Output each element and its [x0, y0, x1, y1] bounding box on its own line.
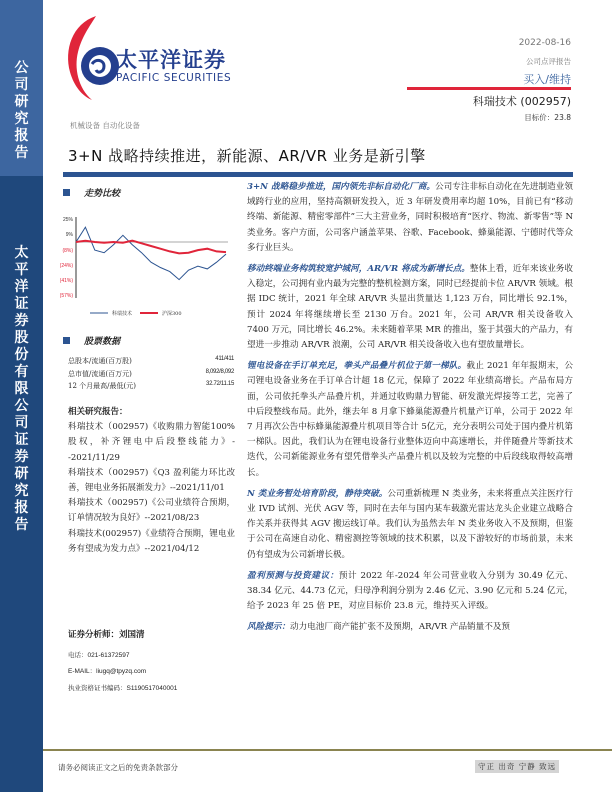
analyst-license: 执业资格证书编码：S1190517040001 — [68, 685, 178, 692]
report-body — [247, 180, 573, 642]
stock-data-row: 总市值/流通(百万元) 8,092/8,092 — [68, 368, 234, 378]
industry-tags: 机械设备 自动化设备 — [70, 121, 140, 130]
related-report-item: 科瑞技术（002957)《公司业绩符合预期，订单情况较为良好》--2021/08/23 — [68, 498, 235, 524]
logo-chinese-name: 太平洋证券 — [116, 48, 226, 72]
analyst-phone: 电话：021-61372597 — [68, 652, 130, 659]
header-red-divider — [407, 87, 571, 90]
report-type: 公司点评报告 — [526, 57, 571, 66]
analyst-email[interactable]: E-MAIL：liugq@tpyzq.com — [68, 668, 147, 675]
body-paragraph: 3+N 战略稳步推进，国内领先非标自动化厂商。公司专注非标自动化在先进制造业领域跨行业的应用，坚持高额研发投入，近 3 年研发费用率均超 10%，目前已有“移动终端、新能源、精密零部件”三大主营业务，同时积极培育“医疗、物流、新零售”等 N 类业务。客户方面，公司客户涵盖苹果、谷歌、Facebook、蜂巢能源、宁德时代等众多行业巨头。 — [247, 182, 573, 253]
footer-motto: 守正 出奇 宁静 致远 — [475, 760, 559, 773]
body-paragraph: 移动终端业务构筑较宽护城河，AR/VR 将成为新增长点。整体上看，近年来该业务收入稳定，公司拥有业内最为完整的整机检测方案，同时已经提前卡位 AR/VR 领域。根据 IDC 统计，2021 年全球 AR/VR 头显出货量达 1,123 万台，同比增长 92.1%，预计 2024 年将继续增长至 2130 万台。2021 年，公司 AR/VR 相关设备收入 7400 万元，同比增长 46.2%。未来随着苹果 MR 的推出，鉴于其强大的产品力，有望进一步推动 AR/VR 浪潮，公司 AR/VR 相关设备收入也有望放量增长。 — [247, 264, 573, 351]
trend-heading: 走势比较 — [63, 186, 120, 199]
svg-text:(41%): (41%) — [60, 278, 73, 284]
svg-text:(57%): (57%) — [60, 293, 73, 299]
body-paragraph: 锂电设备在手订单充足，拳头产品叠片机位于第一梯队。截止 2021 年年报期末，公司锂电设备业务在手订单合计超 18 亿元，保障了 2022 年业绩高增长。产品布局方面，公司依托拳头产品叠片机，并通过收购鼎力智能、研发激光焊接等工艺，完善了中后段整线布局。此外，继去年 8 月拿下蜂巢能源叠片机量产订单，公司于 2022 年 7 月再次公告中标蜂巢能源叠片机项目等合计 5亿元，充分表明公司处于国内叠片机第一梯队。因此，我们认为在锂电设备行业整体迈向中高速增长，并伴随叠片等新技术迭代，公司新能源业务有望凭借拳头产品叠片机以及较为完整的中后段线取得较高增长。 — [247, 361, 573, 478]
svg-text:沪深300: 沪深300 — [162, 311, 182, 317]
sidebar-report-type-label: 公 司 研 究 报 告 — [14, 60, 29, 161]
svg-text:9%: 9% — [65, 232, 73, 238]
footer-disclaimer: 请务必阅读正文之后的免责条款部分 — [58, 763, 178, 772]
stock-data-heading: 股票数据 — [63, 334, 120, 347]
stock-data-row: 12 个月最高/最低(元) 32.72/11.15 — [68, 381, 234, 390]
page-title: 3+N 战略持续推进，新能源、AR/VR 业务是新引擎 — [68, 147, 426, 165]
related-report-item: 科瑞技术（002957)《Q3 盈利能力环比改善，锂电业务拓展渐发力》--2021/11/01 — [68, 467, 235, 494]
report-date: 2022-08-16 — [518, 38, 571, 48]
svg-text:(8%): (8%) — [62, 248, 73, 254]
logo-english-name: PACIFIC SECURITIES — [116, 72, 232, 84]
stock-data-table — [68, 356, 234, 394]
stock-data-row: 总股本/流通(百万股) 411/411 — [68, 356, 234, 365]
related-reports — [68, 405, 235, 557]
bullet-square-icon — [63, 337, 70, 344]
footer-divider — [43, 749, 612, 751]
related-report-item: 科瑞技术(002957)《业绩符合预期，锂电业务有望成为发力点》--2021/04/12 — [68, 528, 235, 554]
rating: 买入/维持 — [523, 73, 571, 86]
body-paragraph: 盈利预测与投资建议：预计 2022 年-2024 年公司营业收入分别为 30.49 亿元、38.34 亿元、44.73 亿元，归母净利润分别为 2.46 亿元、3.90 亿元和 5.24 亿元，给予 2023 年 25 倍 PE，对应目标价 23.8 元，维持买入评级。 — [247, 570, 573, 612]
sidebar-company-label: 太 平 洋 证 券 股 份 有 限 公 司 证 券 研 究 报 告 — [14, 245, 29, 533]
related-report-item: 科瑞技术（002957)《收购鼎力智能100%股权，补齐锂电中后段整线能力》--2021/11/29 — [68, 422, 235, 463]
svg-text:科瑞技术: 科瑞技术 — [112, 311, 133, 317]
svg-text:25%: 25% — [62, 217, 73, 223]
body-paragraph: N 类业务暂处培育阶段，静待突破。公司重新梳理 N 类业务，未来将重点关注医疗行业 IVD 试剂、光伏 AGV 等，同时在去年与国内某车载激光雷达龙头企业建立战略合作关系并获得其 AGV 搬运线订单。我们认为虽然去年 N 类业务收入不及预期，但鉴于公司在高速自动化、精密测控等领域的技术积累，以及下游较好的市场前景，未来仍有望成为公司新增长极。 — [247, 488, 573, 560]
logo-swirl-icon — [62, 14, 122, 104]
svg-text:(24%): (24%) — [60, 263, 73, 269]
target-price: 目标价：23.8 — [524, 113, 571, 122]
analyst-name: 证券分析师：刘国清 — [68, 630, 145, 640]
stock-name: 科瑞技术 (002957) — [472, 95, 571, 108]
related-heading: 相关研究报告： — [68, 407, 128, 417]
body-paragraph: 风险提示：动力电池厂商产能扩张不及预期，AR/VR 产品销量不及预 — [247, 622, 511, 633]
title-divider — [63, 172, 573, 177]
trend-chart — [60, 205, 240, 325]
bullet-square-icon — [63, 189, 70, 196]
